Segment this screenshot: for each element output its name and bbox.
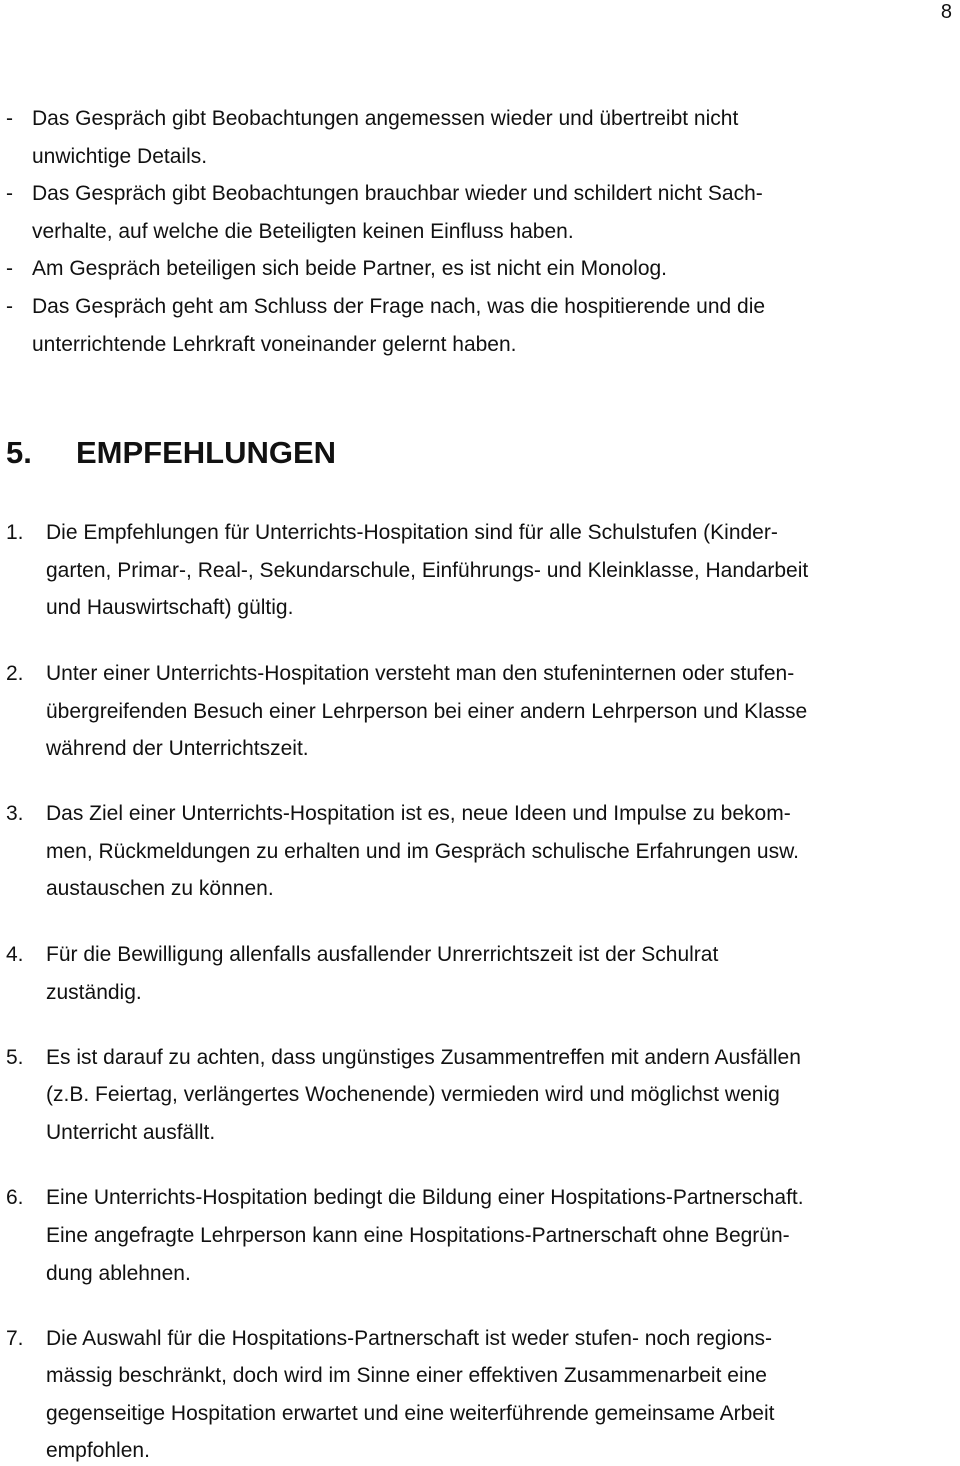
item-text: Eine Unterrichts-Hospitation bedingt die Bildung einer Hospitations-Partnerschaft. bbox=[46, 1186, 804, 1209]
item-text: während der Unterrichtszeit. bbox=[46, 737, 309, 760]
item-text: Das Ziel einer Unterrichts-Hospitation ist es, neue Ideen und Impulse zu bekom- bbox=[46, 802, 791, 825]
item-text: Für die Bewilligung allenfalls ausfallender Unrerrichtszeit ist der Schulrat bbox=[46, 943, 719, 966]
item-number: 4. bbox=[6, 943, 24, 966]
item-number: 3. bbox=[6, 802, 24, 825]
item-text: (z.B. Feiertag, verlängertes Wochenende) vermieden wird und möglichst wenig bbox=[46, 1083, 780, 1106]
item-text: Unter einer Unterrichts-Hospitation versteht man den stufeninternen oder stufen- bbox=[46, 662, 795, 685]
bullet-text: Das Gespräch geht am Schluss der Frage nach, was die hospitierende und die bbox=[32, 295, 766, 318]
item-number: 6. bbox=[6, 1186, 24, 1209]
bullet-marker: - bbox=[6, 257, 13, 280]
item-text: austauschen zu können. bbox=[46, 877, 274, 900]
section-number: 5. bbox=[6, 435, 32, 470]
bullet-text: verhalte, auf welche die Beteiligten keinen Einfluss haben. bbox=[32, 220, 574, 243]
item-text: zuständig. bbox=[46, 981, 142, 1004]
bullet-marker: - bbox=[6, 107, 13, 130]
item-text: Es ist darauf zu achten, dass ungünstiges Zusammentreffen mit andern Ausfällen bbox=[46, 1046, 801, 1069]
item-number: 5. bbox=[6, 1046, 24, 1069]
bullet-text: Das Gespräch gibt Beobachtungen angemessen wieder und übertreibt nicht bbox=[32, 107, 739, 130]
item-number: 2. bbox=[6, 662, 24, 685]
bullet-text: Am Gespräch beteiligen sich beide Partner, es ist nicht ein Monolog. bbox=[32, 257, 668, 280]
item-text: mässig beschränkt, doch wird im Sinne einer effektiven Zusammenarbeit eine bbox=[46, 1364, 767, 1387]
item-number: 7. bbox=[6, 1327, 24, 1350]
item-text: Eine angefragte Lehrperson kann eine Hospitations-Partnerschaft ohne Begrün- bbox=[46, 1224, 790, 1247]
bullet-marker: - bbox=[6, 182, 13, 205]
bullet-marker: - bbox=[6, 295, 13, 318]
item-text: empfohlen. bbox=[46, 1439, 150, 1462]
item-number: 1. bbox=[6, 521, 24, 544]
item-text: men, Rückmeldungen zu erhalten und im Gespräch schulische Erfahrungen usw. bbox=[46, 840, 799, 863]
item-text: dung ablehnen. bbox=[46, 1262, 191, 1285]
item-text: gegenseitige Hospitation erwartet und eine weiterführende gemeinsame Arbeit bbox=[46, 1402, 775, 1425]
item-text: übergreifenden Besuch einer Lehrperson bei einer andern Lehrperson und Klasse bbox=[46, 700, 808, 723]
item-text: Die Empfehlungen für Unterrichts-Hospitation sind für alle Schulstufen (Kinder- bbox=[46, 521, 778, 544]
item-text: Unterricht ausfällt. bbox=[46, 1121, 216, 1144]
page-number: 8 bbox=[940, 1, 952, 23]
item-text: garten, Primar-, Real-, Sekundarschule, Einführungs- und Kleinklasse, Handarbeit bbox=[46, 559, 809, 582]
bullet-text: unwichtige Details. bbox=[32, 145, 208, 168]
bullet-text: unterrichtende Lehrkraft voneinander gelernt haben. bbox=[32, 333, 517, 356]
item-text: Die Auswahl für die Hospitations-Partnerschaft ist weder stufen- noch regions- bbox=[46, 1327, 773, 1350]
item-text: und Hauswirtschaft) gültig. bbox=[46, 596, 294, 619]
bullet-text: Das Gespräch gibt Beobachtungen brauchbar wieder und schildert nicht Sach- bbox=[32, 182, 763, 205]
section-title: EMPFEHLUNGEN bbox=[76, 435, 337, 470]
